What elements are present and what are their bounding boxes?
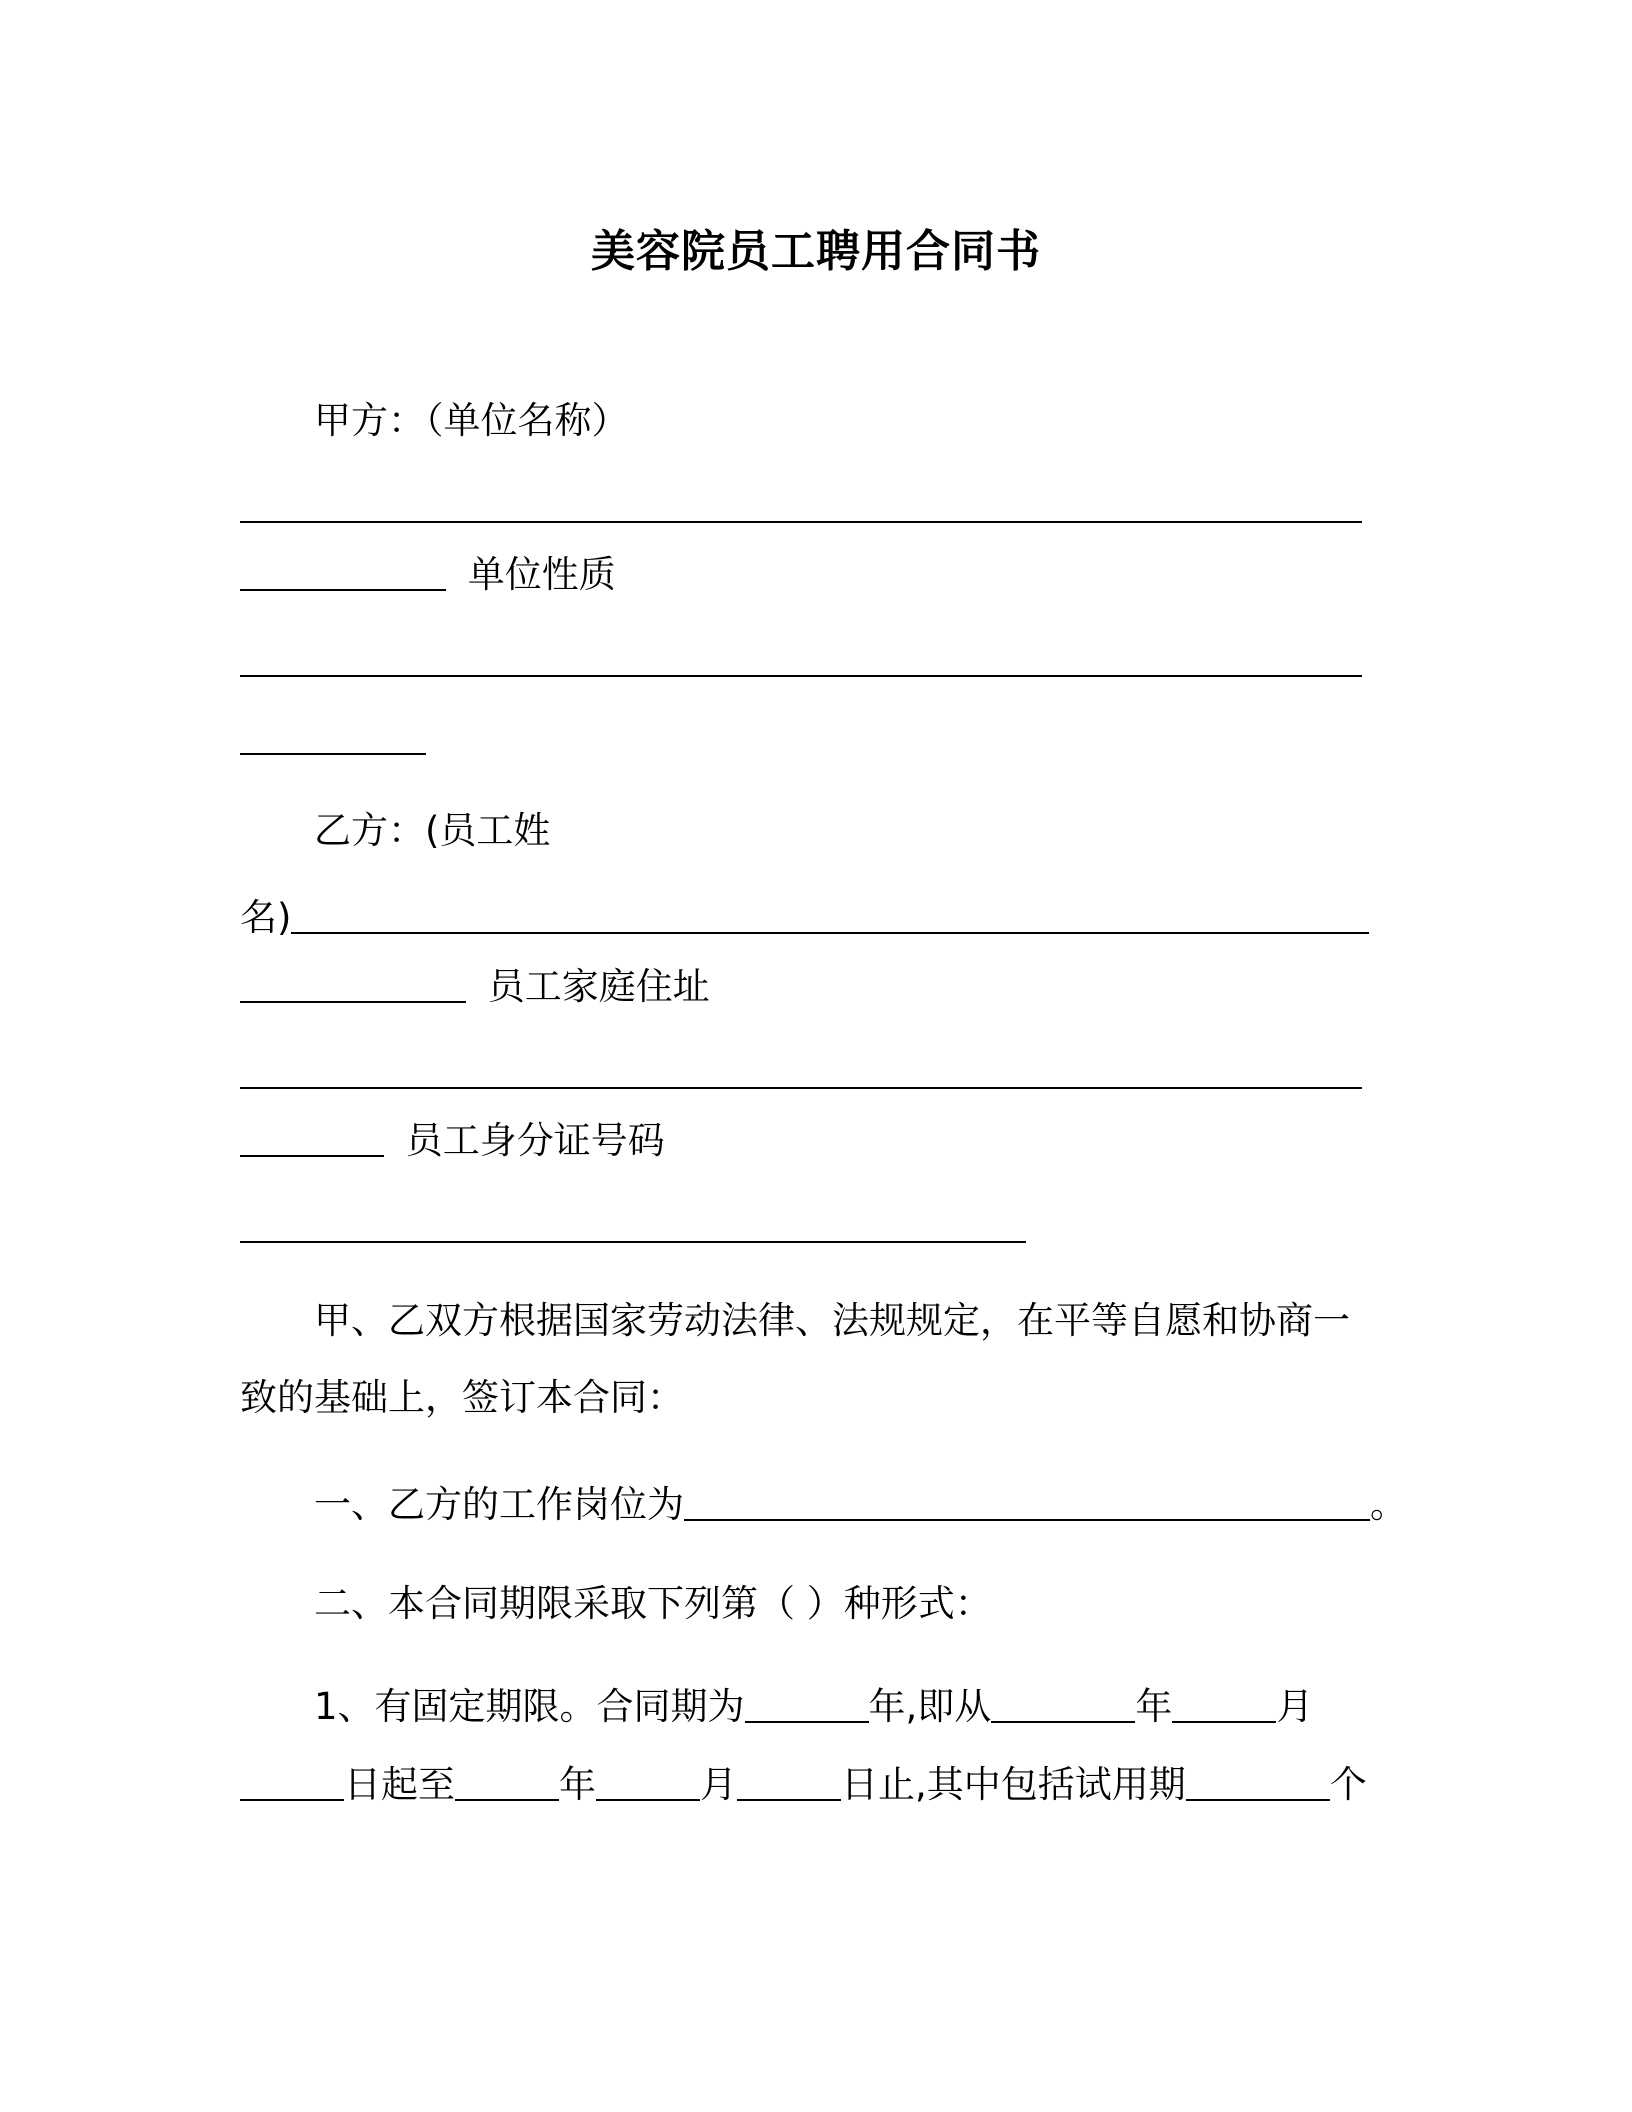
clause1-suffix: 。: [1370, 1483, 1407, 1526]
document-title: 美容院员工聘用合同书: [591, 226, 1041, 277]
employee-id-line: [240, 1116, 665, 1166]
end-day-blank: [737, 1765, 841, 1801]
item1-text-8: 日止,其中包括试用期: [841, 1763, 1186, 1806]
intro-line2: 致的基础上，签订本合同：: [240, 1376, 684, 1419]
unit-nature-blank-end: [240, 753, 426, 755]
party-b-label-line2: 名): [240, 896, 292, 939]
employee-id-blank: [240, 1241, 1026, 1243]
start-year-blank: [991, 1687, 1135, 1723]
employee-name-blank-end: [240, 967, 466, 1003]
item1-line2: [240, 1760, 1367, 1810]
unit-nature-label: 单位性质: [467, 553, 616, 596]
clause2-line: 二、本合同期限采取下列第（ ）种形式：: [314, 1582, 992, 1625]
item1-text-2: 年,即从: [868, 1685, 992, 1728]
party-a-name-blank: [240, 521, 1362, 523]
end-month-blank: [596, 1765, 700, 1801]
start-month-blank: [1172, 1687, 1276, 1723]
employee-address-label: 员工家庭住址: [487, 965, 710, 1008]
item1-text-6: 年: [559, 1763, 596, 1806]
item1-line1: [314, 1682, 1313, 1732]
party-b-label-line1: 乙方：(员工姓: [314, 809, 551, 852]
start-day-blank: [240, 1765, 344, 1801]
party-b-name-line: [240, 893, 1369, 943]
contract-years-blank: [745, 1687, 869, 1723]
party-a-unit-nature-line: [240, 550, 616, 600]
item1-text-9: 个: [1329, 1763, 1367, 1806]
unit-nature-blank: [240, 675, 1362, 677]
item1-text-7: 月: [700, 1763, 737, 1806]
unit-name-blank-end: [240, 555, 446, 591]
probation-blank: [1186, 1765, 1330, 1801]
intro-line1: 甲、乙双方根据国家劳动法律、法规规定，在平等自愿和协商一: [314, 1299, 1350, 1342]
employee-name-blank: [291, 898, 1369, 934]
item1-text-4: 月: [1276, 1685, 1314, 1728]
item1-text-1: 1、有固定期限。合同期为: [314, 1685, 745, 1728]
clause1-prefix: 一、乙方的工作岗位为: [314, 1483, 684, 1526]
party-a-label: 甲方：（单位名称）: [314, 399, 629, 442]
employee-id-label: 员工身分证号码: [405, 1119, 665, 1162]
item1-text-3: 年: [1135, 1685, 1173, 1728]
item1-text-5: 日起至: [344, 1763, 455, 1806]
job-position-blank: [684, 1485, 1370, 1521]
clause1-line: [314, 1480, 1407, 1530]
employee-address-blank-end: [240, 1121, 384, 1157]
employee-address-line: [240, 962, 710, 1012]
end-year-blank: [455, 1765, 559, 1801]
employee-address-blank: [240, 1087, 1362, 1089]
